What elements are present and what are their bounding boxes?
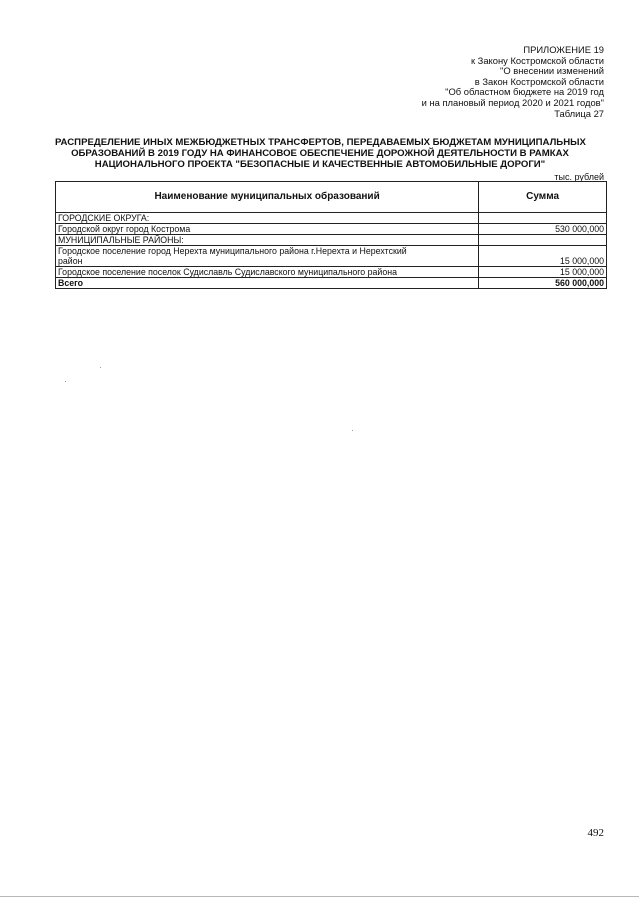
total-amount: 560 000,000: [479, 278, 607, 289]
document-title-line: РАСПРЕДЕЛЕНИЕ ИНЫХ МЕЖБЮДЖЕТНЫХ ТРАНСФЕРТОВ, ПЕРЕДАВАЕМЫХ БЮДЖЕТАМ МУНИЦИПАЛЬНЫХ: [55, 137, 586, 148]
row-name-line: район: [58, 256, 83, 266]
transfers-table: [55, 181, 607, 289]
appendix-header-line: "О внесении изменений: [500, 65, 604, 77]
table-number: Таблица 27: [554, 107, 604, 119]
document-title-line: ОБРАЗОВАНИЙ В 2019 ГОДУ НА ФИНАНСОВОЕ ОБЕСПЕЧЕНИЕ ДОРОЖНОЙ ДЕЯТЕЛЬНОСТИ В РАМКАХ: [71, 148, 569, 159]
row-amount: 15 000,000: [479, 267, 607, 278]
row-name: [56, 246, 479, 267]
row-amount: [479, 213, 607, 224]
table-header-row: [56, 182, 607, 213]
document-title-line: НАЦИОНАЛЬНОГО ПРОЕКТА "БЕЗОПАСНЫЕ И КАЧЕСТВЕННЫЕ АВТОМОБИЛЬНЫЕ ДОРОГИ": [94, 159, 546, 170]
appendix-header-line: ПРИЛОЖЕНИЕ 19: [523, 44, 604, 55]
table-row: [56, 246, 607, 267]
appendix-header-line: в Закон Костромской области: [474, 75, 604, 87]
table-row: [56, 224, 607, 235]
table-row: [56, 235, 607, 246]
row-name-line: Городское поселение город Нерехта муниципального района г.Нерехта и Нерехтский: [58, 246, 407, 256]
units-label: тыс. рублей: [554, 172, 604, 182]
document-title: [55, 137, 585, 170]
column-header-name: Наименование муниципальных образований: [56, 182, 479, 213]
row-amount: [479, 235, 607, 246]
table-total-row: [56, 278, 607, 289]
page-number: 492: [587, 827, 604, 839]
scan-edge-line: [0, 896, 639, 897]
scan-speck: [100, 367, 101, 368]
row-name: Городское поселение поселок Судиславль Судиславского муниципального района: [56, 267, 479, 278]
total-label: Всего: [56, 278, 479, 289]
row-name: МУНИЦИПАЛЬНЫЕ РАЙОНЫ:: [56, 235, 479, 246]
row-name: Городской округ город Кострома: [56, 224, 479, 235]
table-row: [56, 267, 607, 278]
scan-speck: [65, 381, 66, 382]
appendix-header: [304, 45, 604, 119]
table-row: [56, 213, 607, 224]
column-header-amount: Сумма: [479, 182, 607, 213]
row-name: ГОРОДСКИЕ ОКРУГА:: [56, 213, 479, 224]
row-amount: 15 000,000: [479, 246, 607, 267]
appendix-header-line: к Закону Костромской области: [470, 54, 604, 66]
appendix-header-line: и на плановый период 2020 и 2021 годов": [421, 96, 604, 108]
scan-speck: [352, 430, 353, 431]
row-amount: 530 000,000: [479, 224, 607, 235]
appendix-header-line: "Об областном бюджете на 2019 год: [445, 86, 604, 98]
